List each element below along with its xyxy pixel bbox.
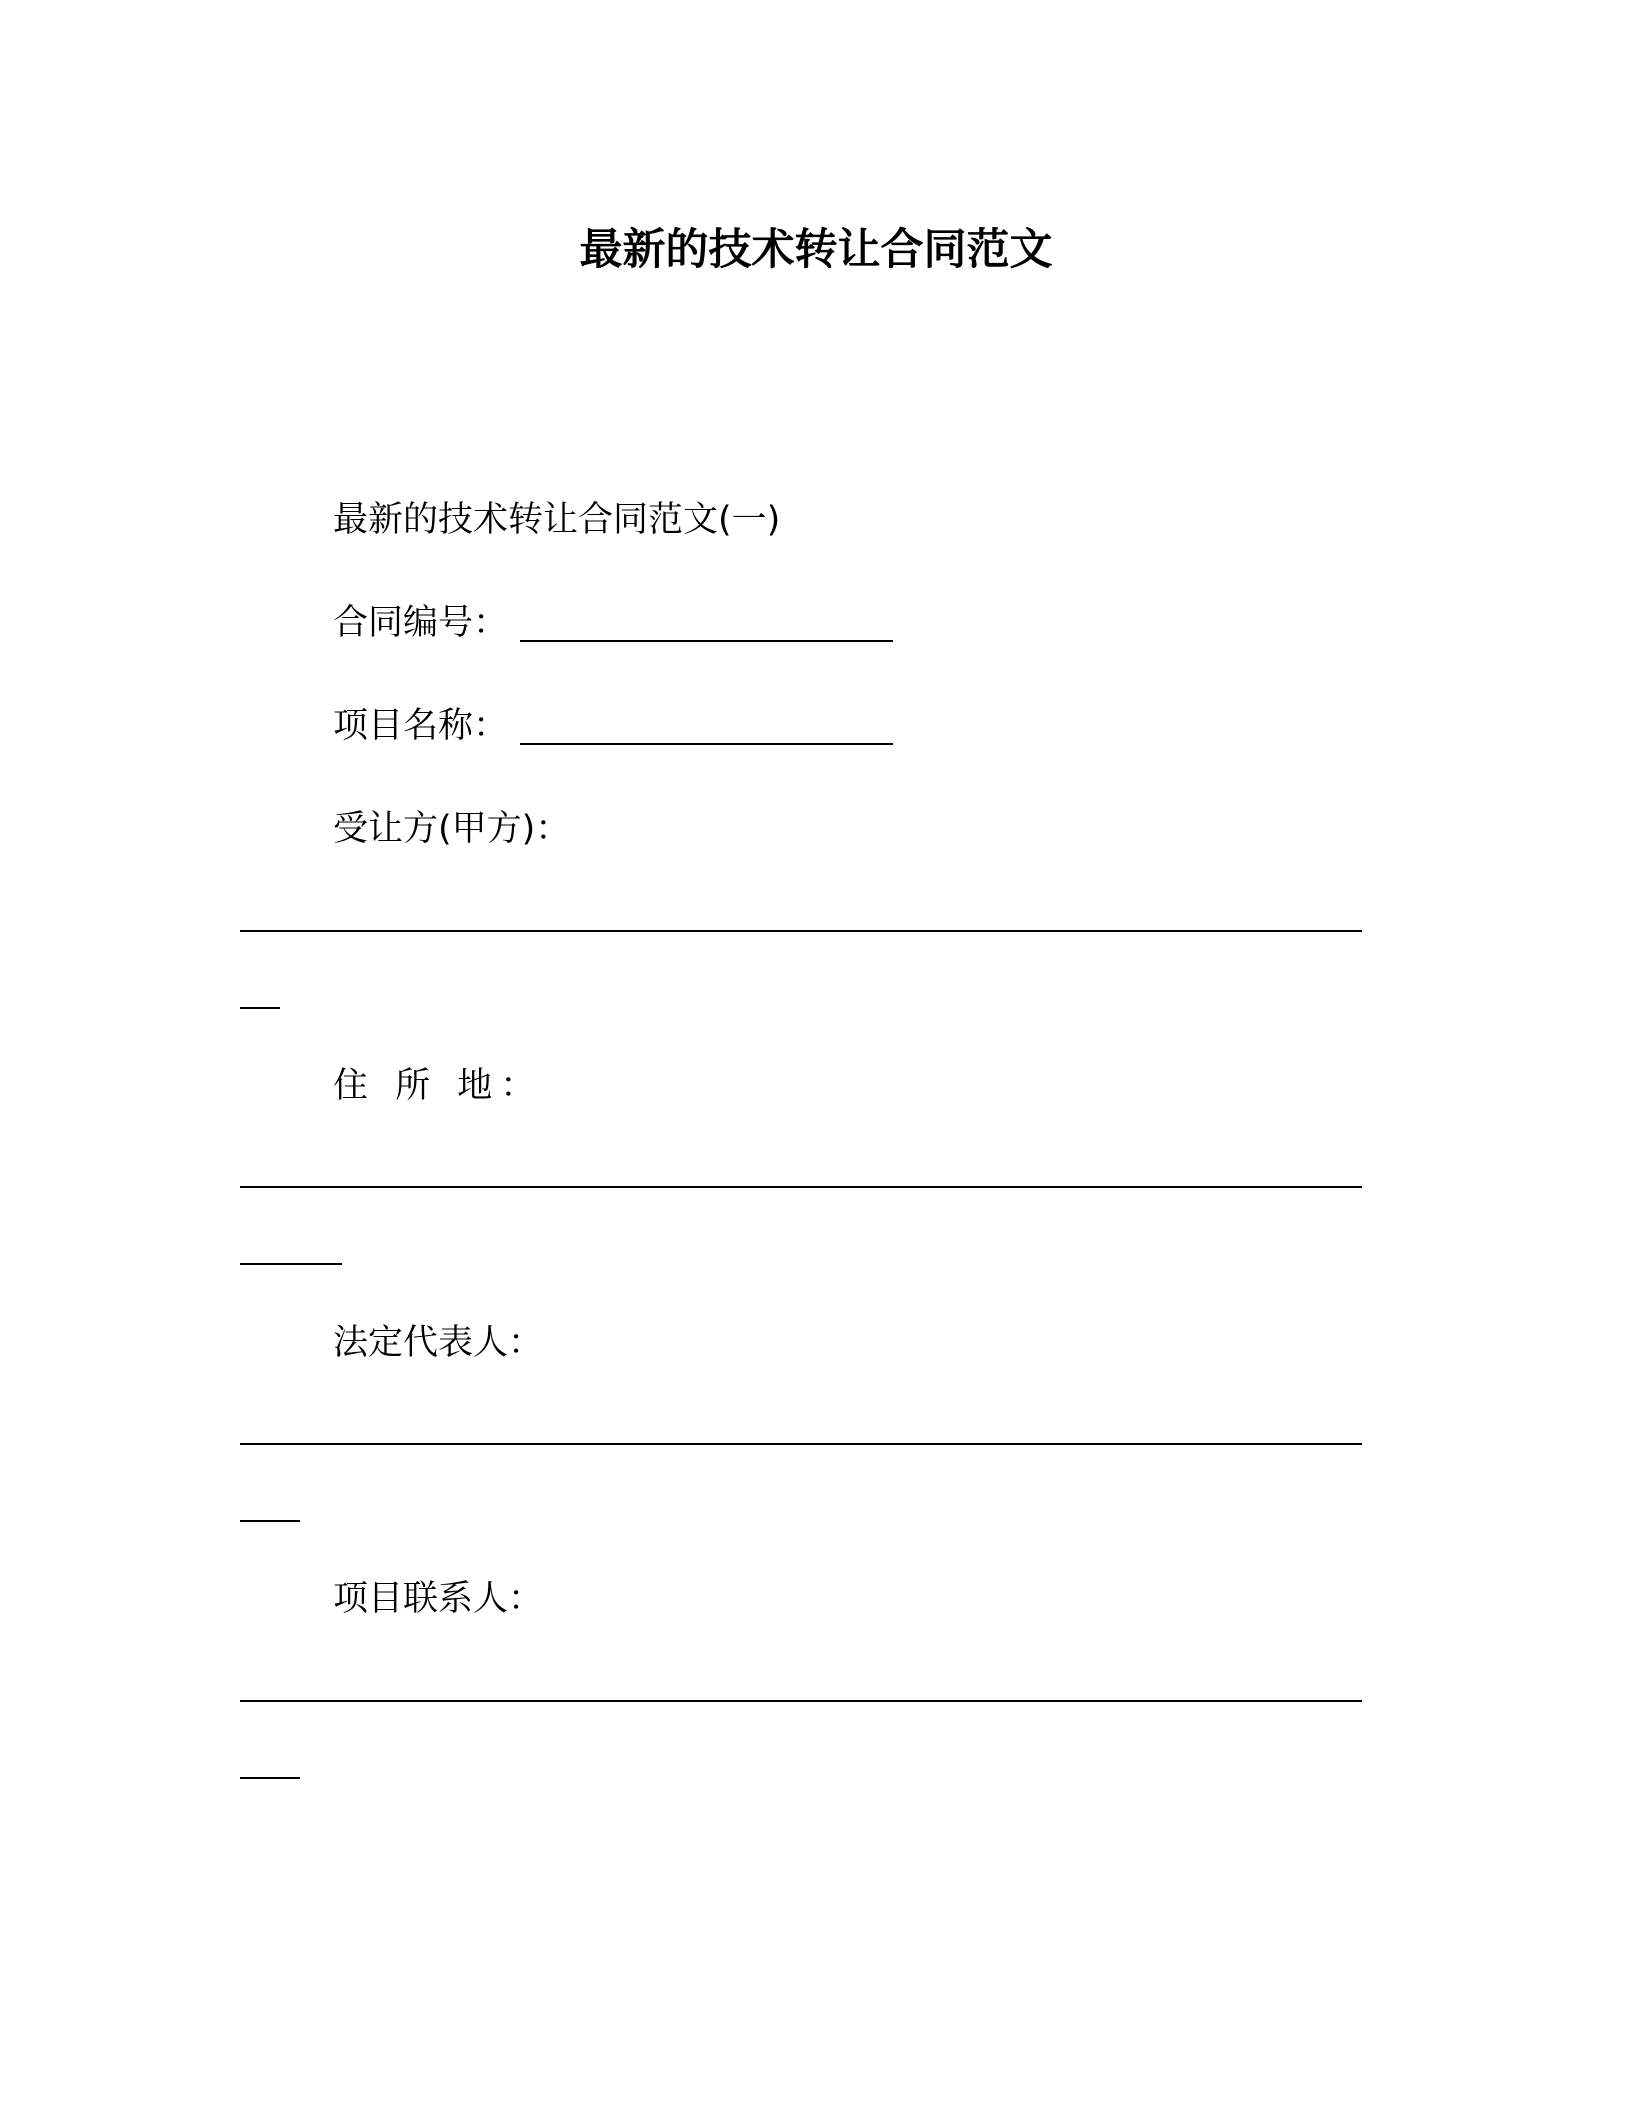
contract-number-blank xyxy=(520,640,893,642)
domicile-blank-line-2 xyxy=(240,1263,342,1265)
assignee-blank-line-1 xyxy=(240,930,1362,932)
assignee-blank-line-2 xyxy=(240,1007,280,1009)
project-contact-label: 项目联系人： xyxy=(333,1579,544,1619)
document-title: 最新的技术转让合同范文 xyxy=(579,225,1053,275)
project-name-blank xyxy=(520,743,893,745)
project-contact-blank-line-2 xyxy=(240,1777,300,1779)
legal-representative-blank-line-2 xyxy=(240,1520,300,1522)
contract-number-label: 合同编号： xyxy=(333,603,509,643)
assignee-label: 受让方(甲方)： xyxy=(333,809,571,849)
legal-representative-blank-line-1 xyxy=(240,1443,1362,1445)
legal-representative-label: 法定代表人： xyxy=(333,1323,544,1363)
section-heading: 最新的技术转让合同范文(一) xyxy=(333,500,781,540)
project-name-label: 项目名称： xyxy=(333,706,509,746)
domicile-label: 住 所 地： xyxy=(333,1066,544,1106)
domicile-blank-line-1 xyxy=(240,1186,1362,1188)
project-contact-blank-line-1 xyxy=(240,1700,1362,1702)
